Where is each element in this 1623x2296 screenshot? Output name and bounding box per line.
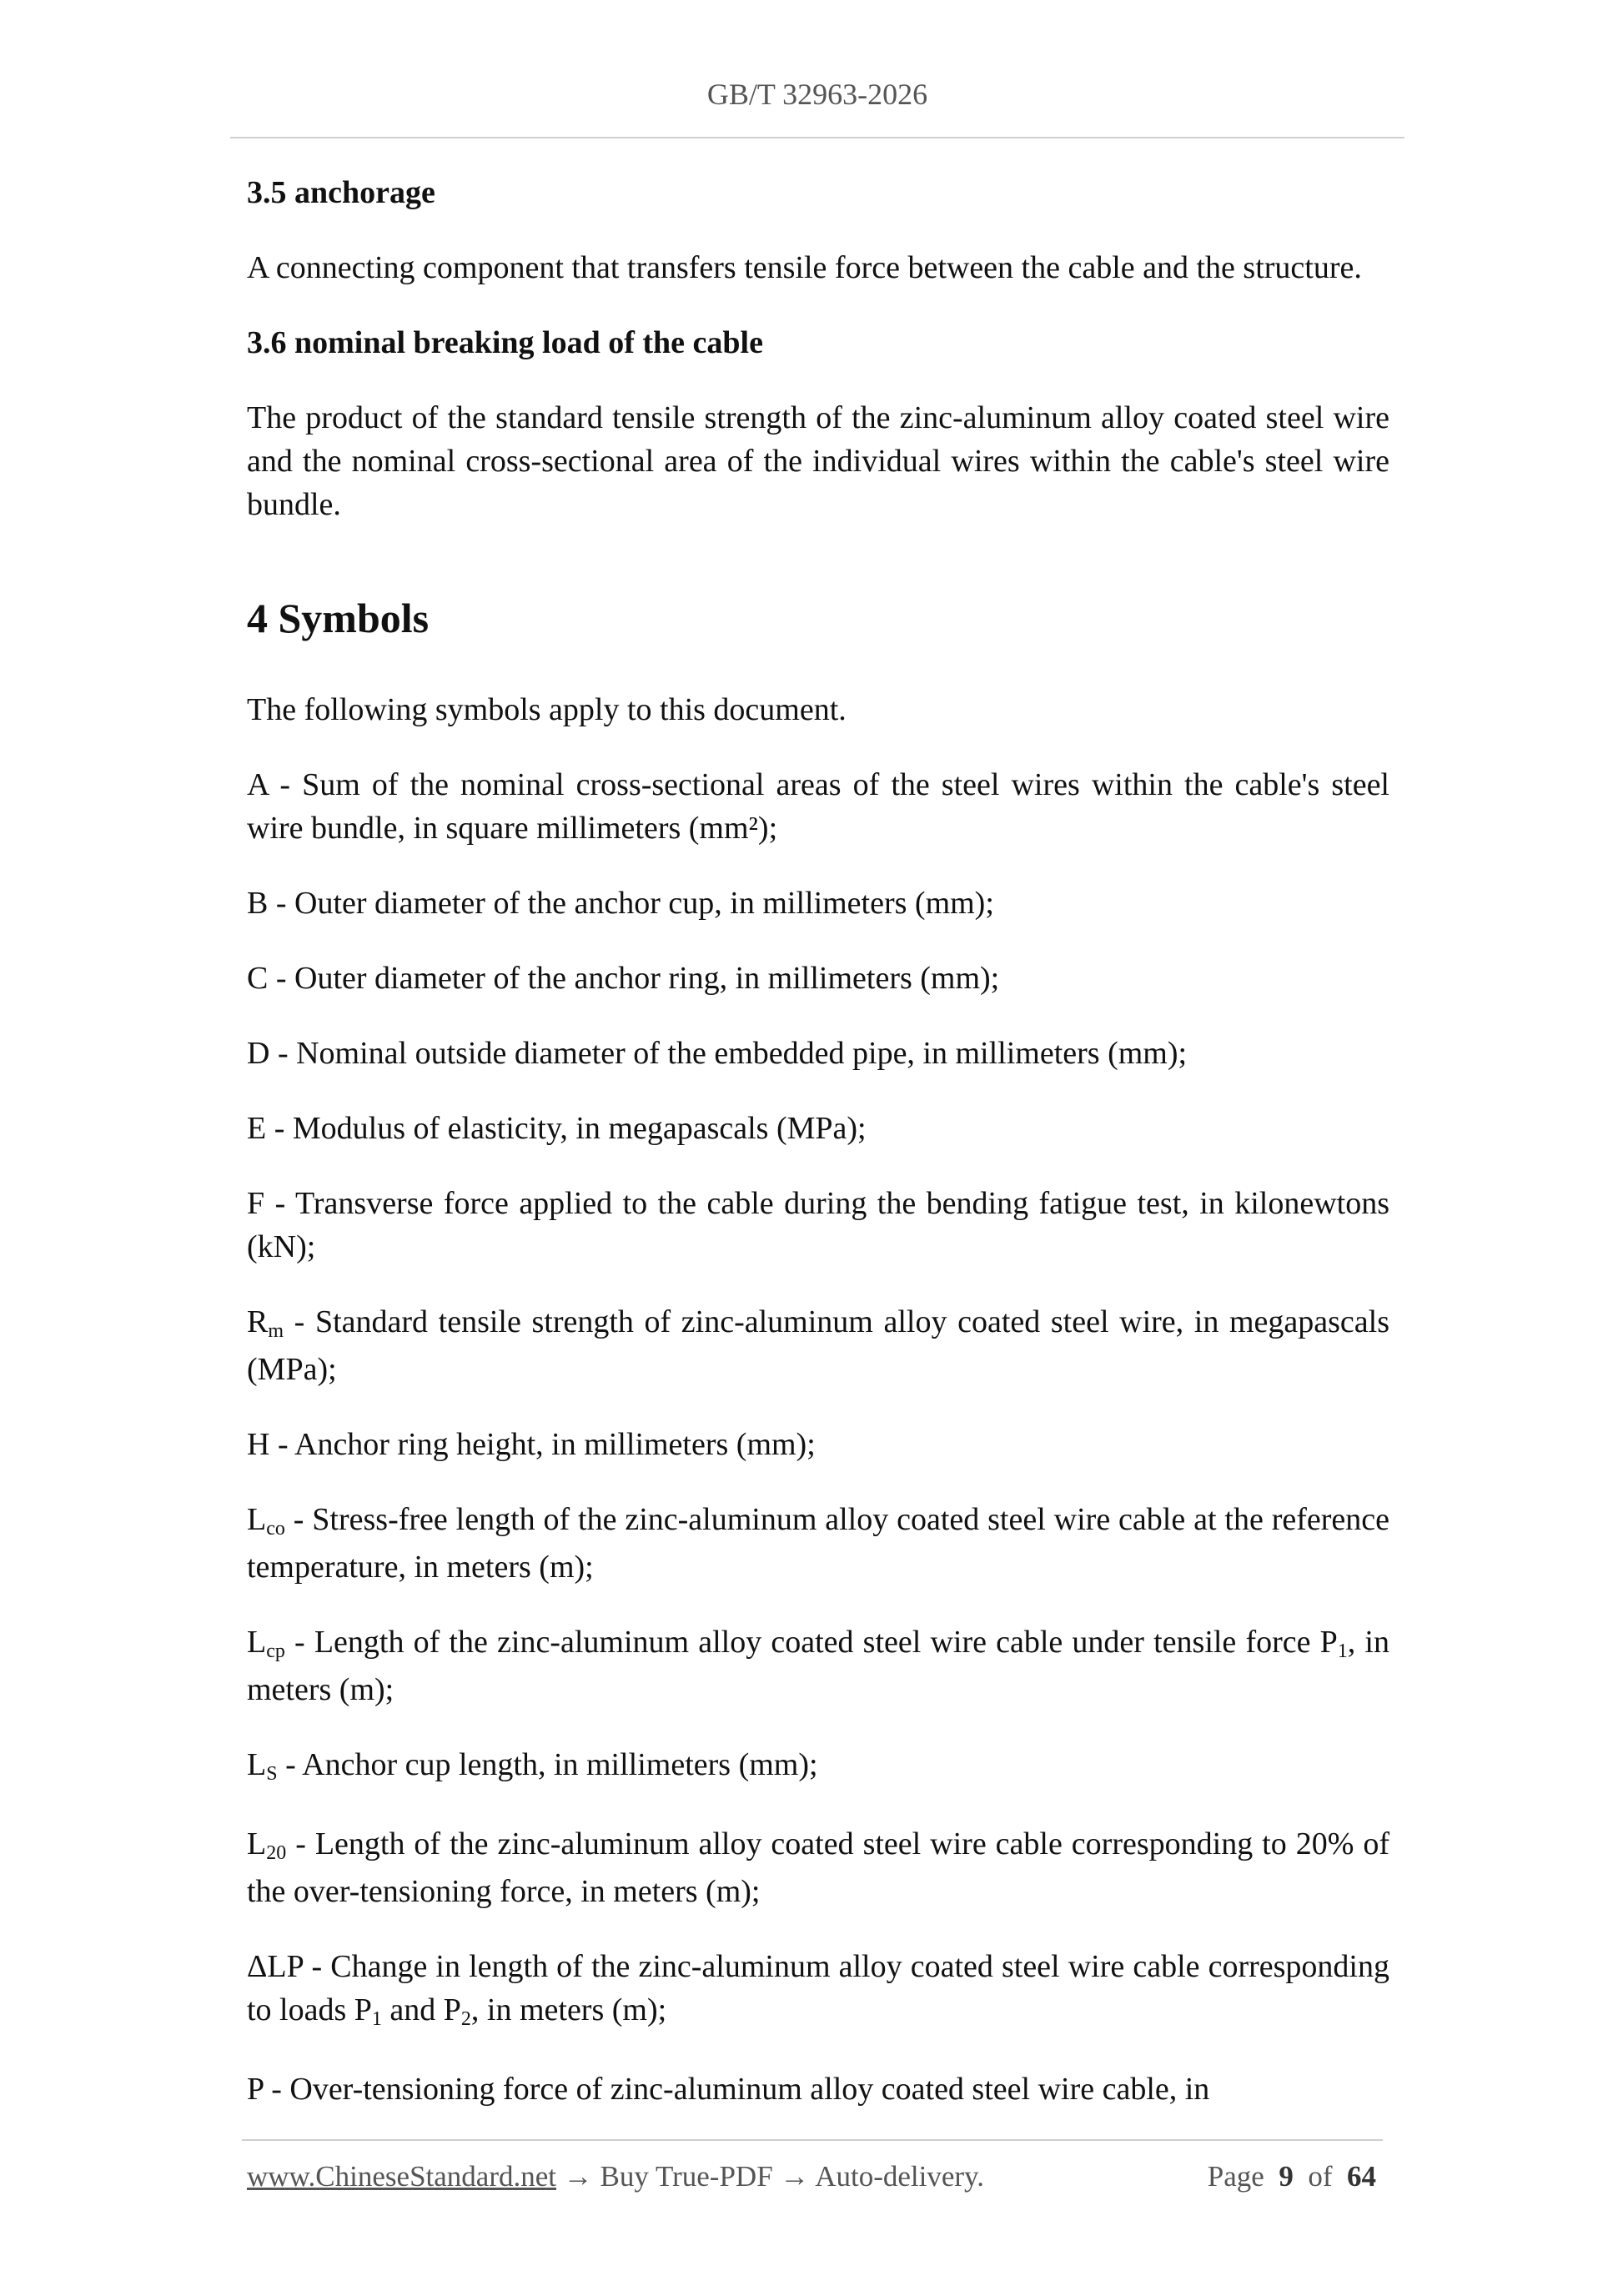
page-header: GB/T 32963-2026 — [706, 78, 928, 111]
symbol-subscript: 20 — [266, 1842, 287, 1864]
page-label: Page — [1207, 2160, 1264, 2193]
header-divider — [230, 137, 1404, 138]
symbol-letter: L — [247, 1747, 267, 1782]
footer-promo — [247, 2160, 984, 2193]
symbol-description: - Length of the zinc-aluminum alloy coated steel wire cable corresponding to 20% of the over-tensioning force, in meters (m); — [247, 1826, 1389, 1909]
symbol-h: H - Anchor ring height, in millimeters (mm); — [247, 1427, 816, 1462]
symbols-list — [247, 763, 1389, 2111]
symbol-letter: R — [247, 1304, 269, 1339]
term-heading-3-6: 3.6 nominal breaking load of the cable — [247, 325, 763, 360]
document-body — [247, 171, 1389, 2143]
symbol-letter: L — [247, 1502, 267, 1537]
symbol-subscript: m — [268, 1320, 284, 1342]
term-definition-3-6: The product of the standard tensile strength of the zinc-aluminum alloy coated steel wire and the nominal cross-sectional area of the individual wires within the cable's steel wire bundle. — [247, 400, 1389, 522]
symbol-letter: L — [247, 1625, 267, 1660]
symbol-f: F - Transverse force applied to the cable during the bending fatigue test, in kilonewtons (kN); — [247, 1186, 1389, 1264]
total-pages: 64 — [1347, 2160, 1376, 2193]
symbol-rm — [247, 1300, 1389, 1391]
symbol-description-tail: , in meters (m); — [247, 1625, 1389, 1707]
symbol-letter: ΔLP — [247, 1949, 304, 1984]
symbol-l20 — [247, 1822, 1389, 1913]
symbol-subscript: S — [266, 1763, 278, 1785]
symbol-description: - Anchor cup length, in millimeters (mm); — [277, 1747, 818, 1782]
symbol-subscript: cp — [266, 1640, 285, 1662]
symbol-subscript: 1 — [1337, 1640, 1348, 1662]
symbol-description: - Standard tensile strength of zinc-aluminum alloy coated steel wire, in megapascals (MPa); — [247, 1304, 1389, 1387]
symbol-subscript: co — [266, 1518, 285, 1540]
symbol-c: C - Outer diameter of the anchor ring, in millimeters (mm); — [247, 961, 1000, 996]
website-link[interactable]: www.ChineseStandard.net — [247, 2160, 556, 2193]
footer-tagline: → Buy True-PDF → Auto-delivery. — [556, 2160, 985, 2193]
symbols-intro: The following symbols apply to this document. — [247, 692, 847, 727]
symbol-b: B - Outer diameter of the anchor cup, in millimeters (mm); — [247, 886, 994, 921]
symbol-ls — [247, 1743, 1389, 1791]
symbol-lco — [247, 1498, 1389, 1589]
symbol-description: - Change in length of the zinc-aluminum alloy coated steel wire cable corresponding to loads P — [247, 1949, 1389, 2027]
symbol-p: P - Over-tensioning force of zinc-aluminum alloy coated steel wire cable, in — [247, 2072, 1210, 2107]
section-title-symbols: 4 Symbols — [247, 595, 430, 641]
page-number: 9 — [1279, 2160, 1294, 2193]
symbol-letter: L — [247, 1826, 267, 1861]
symbol-e: E - Modulus of elasticity, in megapascals (MPa); — [247, 1111, 867, 1146]
symbol-subscript: 2 — [460, 2008, 471, 2030]
symbol-description-mid: and P — [381, 1992, 461, 2027]
symbol-subscript: 1 — [371, 2008, 382, 2030]
page-footer — [247, 2160, 1376, 2193]
symbol-description: - Stress-free length of the zinc-aluminum alloy coated steel wire cable at the reference temperature, in meters (m); — [247, 1502, 1389, 1585]
term-definition-3-5: A connecting component that transfers tensile force between the cable and the structure. — [247, 250, 1362, 285]
term-heading-3-5: 3.5 anchorage — [247, 175, 435, 210]
symbol-description: - Length of the zinc-aluminum alloy coated steel wire cable under tensile force P — [284, 1625, 1338, 1660]
symbol-d: D - Nominal outside diameter of the embedded pipe, in millimeters (mm); — [247, 1036, 1188, 1071]
symbol-lcp — [247, 1620, 1389, 1711]
footer-divider — [242, 2139, 1383, 2141]
symbol-description-tail: , in meters (m); — [470, 1992, 667, 2027]
of-label: of — [1308, 2160, 1333, 2193]
symbol-a: A - Sum of the nominal cross-sectional areas of the steel wires within the cable's steel wire bundle, in square millimeters (mm²); — [247, 767, 1389, 846]
page-indicator — [1208, 2160, 1376, 2193]
symbol-delta-lp — [247, 1945, 1389, 2036]
